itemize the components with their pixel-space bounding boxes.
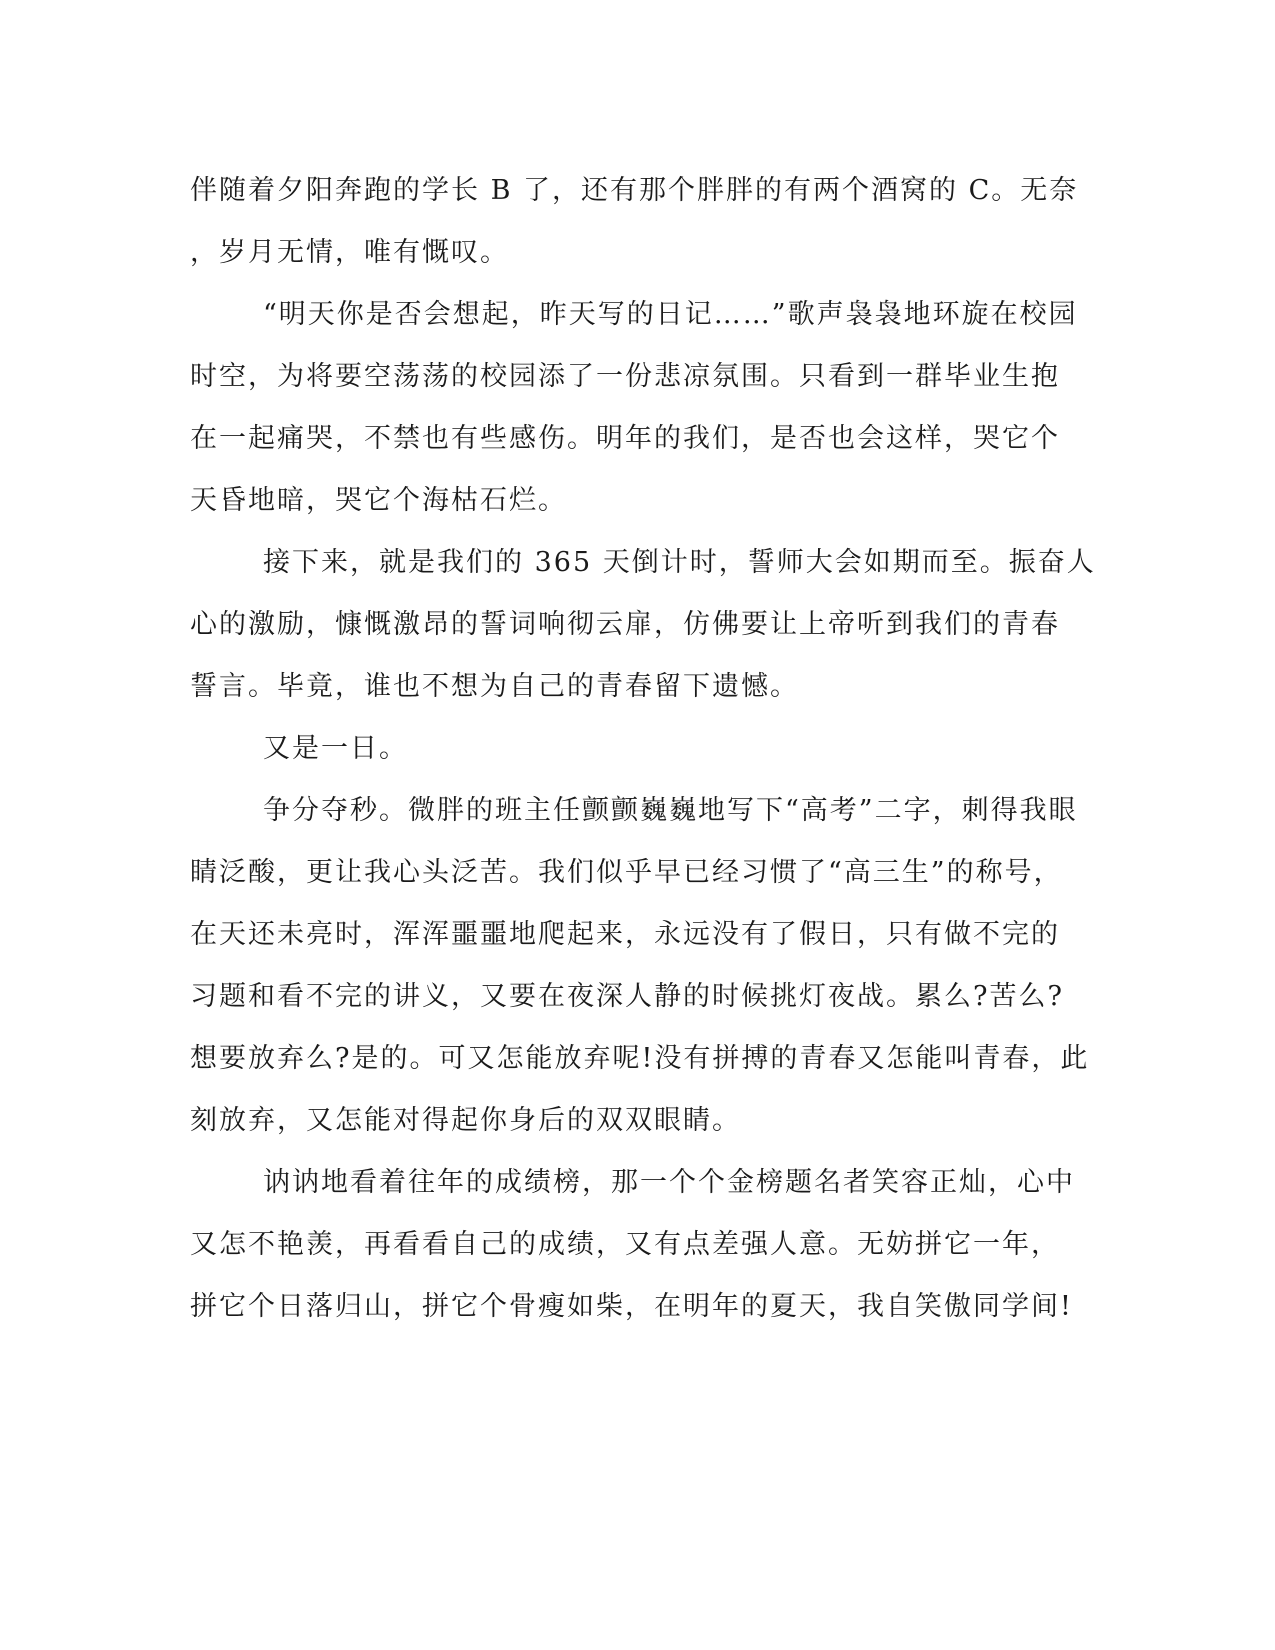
text-line-17: 讷讷地看着往年的成绩榜，那一个个金榜题名者笑容正灿，心中 [263,1167,1075,1198]
text-line-12: 睛泛酸，更让我心头泛苦。我们似乎早已经习惯了“高三生”的称号， [190,857,1063,888]
text-line-10: 又是一日。 [263,733,408,764]
text-line-7: 接下来，就是我们的 365 天倒计时，誓师大会如期而至。振奋人 [263,547,1096,578]
text-line-8: 心的激励，慷慨激昂的誓词响彻云扉，仿佛要让上帝听到我们的青春 [190,609,1060,640]
text-line-11: 争分夺秒。微胖的班主任颤颤巍巍地写下“高考”二字，刺得我眼 [263,795,1078,826]
essay-text [190,160,1096,1338]
text-line-3: “明天你是否会想起，昨天写的日记……”歌声袅袅地环旋在校园 [263,299,1078,330]
text-line-5: 在一起痛哭，不禁也有些感伤。明年的我们，是否也会这样，哭它个 [190,423,1060,454]
text-line-13: 在天还未亮时，浑浑噩噩地爬起来，永远没有了假日，只有做不完的 [190,919,1060,950]
text-line-4: 时空，为将要空荡荡的校园添了一份悲凉氛围。只看到一群毕业生抱 [190,361,1060,392]
text-line-18: 又怎不艳羡，再看看自己的成绩，又有点差强人意。无妨拼它一年， [190,1229,1060,1260]
text-line-15: 想要放弃么?是的。可又怎能放弃呢!没有拼搏的青春又怎能叫青春，此 [190,1043,1090,1074]
text-line-6: 天昏地暗，哭它个海枯石烂。 [190,485,567,516]
text-line-19: 拼它个日落归山，拼它个骨瘦如柴，在明年的夏天，我自笑傲同学间! [190,1291,1073,1322]
text-line-1: 伴随着夕阳奔跑的学长 B 了，还有那个胖胖的有两个酒窝的 C。无奈 [190,175,1079,206]
text-line-14: 习题和看不完的讲义，又要在夜深人静的时候挑灯夜战。累么?苦么? [190,981,1064,1012]
text-line-9: 誓言。毕竟，谁也不想为自己的青春留下遗憾。 [190,671,799,702]
text-line-2: ，岁月无情，唯有慨叹。 [190,237,509,268]
text-line-16: 刻放弃，又怎能对得起你身后的双双眼睛。 [190,1105,741,1136]
